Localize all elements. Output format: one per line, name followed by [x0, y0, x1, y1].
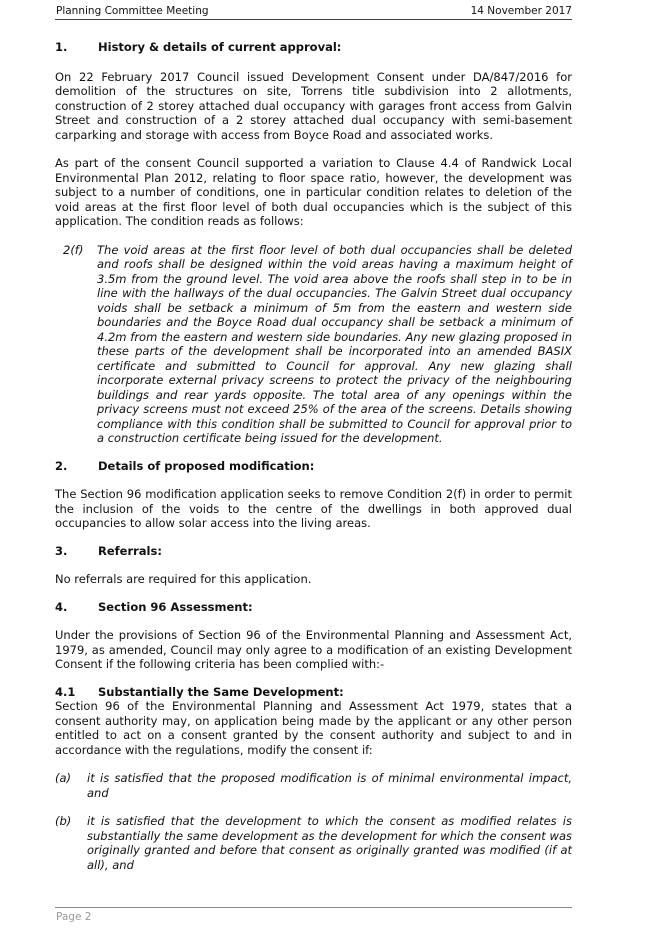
section-number: 2.	[55, 458, 68, 473]
criterion-label: (b)	[55, 814, 72, 828]
section-title: Referrals:	[98, 543, 162, 558]
document-body	[55, 40, 572, 872]
section-2-paragraph: The Section 96 modification application seeks to remove Condition 2(f) in order to permit the inclusion of the voids to the centre of the dwellings in both approved dual occupancies to allow solar access into the living areas.	[55, 487, 572, 530]
section-2-heading	[55, 459, 572, 474]
criterion-text: it is satisfied that the development to which the consent as modified relates is substantially the same development as the development for which the consent was originally granted and before that consent as originally granted was modified (if at all), and	[87, 814, 572, 872]
section-4-1-heading	[55, 685, 572, 700]
meeting-date: 14 November 2017	[470, 5, 572, 17]
meeting-title: Planning Committee Meeting	[56, 5, 209, 17]
section-number: 1.	[55, 40, 68, 54]
criterion-a	[55, 771, 572, 800]
criterion-label: (a)	[55, 771, 72, 785]
section-number: 4.1	[55, 684, 76, 699]
section-1-heading	[55, 40, 572, 55]
section-4-heading	[55, 600, 572, 615]
condition-2f	[63, 243, 572, 446]
section-title: Details of proposed modification:	[98, 458, 315, 473]
condition-label: 2(f)	[63, 242, 84, 257]
section-title: Substantially the Same Development:	[98, 684, 344, 699]
section-1-paragraph-2: As part of the consent Council supported a variation to Clause 4.4 of Randwick Local Environmental Plan 2012, relating to floor space ratio, however, the development was subject to a number of conditions, one in particular condition relates to deletion of the void areas at the first floor level of both dual occupancies which is the subject of this application. The condition reads as follows:	[55, 156, 572, 228]
section-4-1-paragraph: Section 96 of the Environmental Planning and Assessment Act 1979, states that a consent authority may, on application being made by the applicant or any other person entitled to act on a consent granted by the consent authority and subject to and in accordance with the regulations, modify the consent if:	[55, 699, 572, 757]
section-3-heading	[55, 544, 572, 559]
page-number: Page 2	[56, 911, 92, 923]
page-header	[55, 3, 572, 19]
criterion-text: it is satisfied that the proposed modification is of minimal environmental impact, and	[87, 771, 572, 800]
section-3-paragraph: No referrals are required for this application.	[55, 572, 312, 586]
criterion-b	[55, 814, 572, 872]
condition-text: The void areas at the first floor level of both dual occupancies shall be deleted and roofs shall be designed within the void areas having a maximum height of 3.5m from the ground level. The void area above the roofs shall step in to be in line with the hallways of the dual occupancies. The Galvin Street dual occupancy voids shall be setback a minimum of 5m from the eastern and western side boundaries and the Boyce Road dual occupancy shall be setback a minimum of 4.2m from the eastern and western side boundaries. Any new glazing proposed in these parts of the development shall be incorporated into an amended BASIX certificate and submitted to Council for approval. Any new glazing shall incorporate external privacy screens to protect the privacy of the neighbouring buildings and rear yards opposite. The total area of any openings within the privacy screens must not exceed 25% of the area of the screens. Details showing compliance with this condition shall be submitted to Council for approval prior to a construction certificate being issued for the development.	[97, 242, 572, 445]
section-number: 3.	[55, 543, 68, 558]
header-divider	[55, 19, 572, 20]
section-4-paragraph: Under the provisions of Section 96 of the Environmental Planning and Assessment Act, 1979, as amended, Council may only agree to a modification of an existing Development Consent if the following criteria has been complied with:-	[55, 628, 572, 671]
section-number: 4.	[55, 599, 68, 614]
section-1-paragraph-1: On 22 February 2017 Council issued Development Consent under DA/847/2016 for demolition of the structures on site, Torrens title subdivision into 2 allotments, construction of 2 storey attached dual occupancy with garages front access from Galvin Street and construction of a 2 storey attached dual occupancy with semi-basement carparking and storage with access from Boyce Road and associated works.	[55, 69, 572, 142]
footer-divider	[55, 907, 572, 908]
section-title: History & details of current approval:	[98, 40, 342, 54]
section-title: Section 96 Assessment:	[98, 599, 253, 614]
